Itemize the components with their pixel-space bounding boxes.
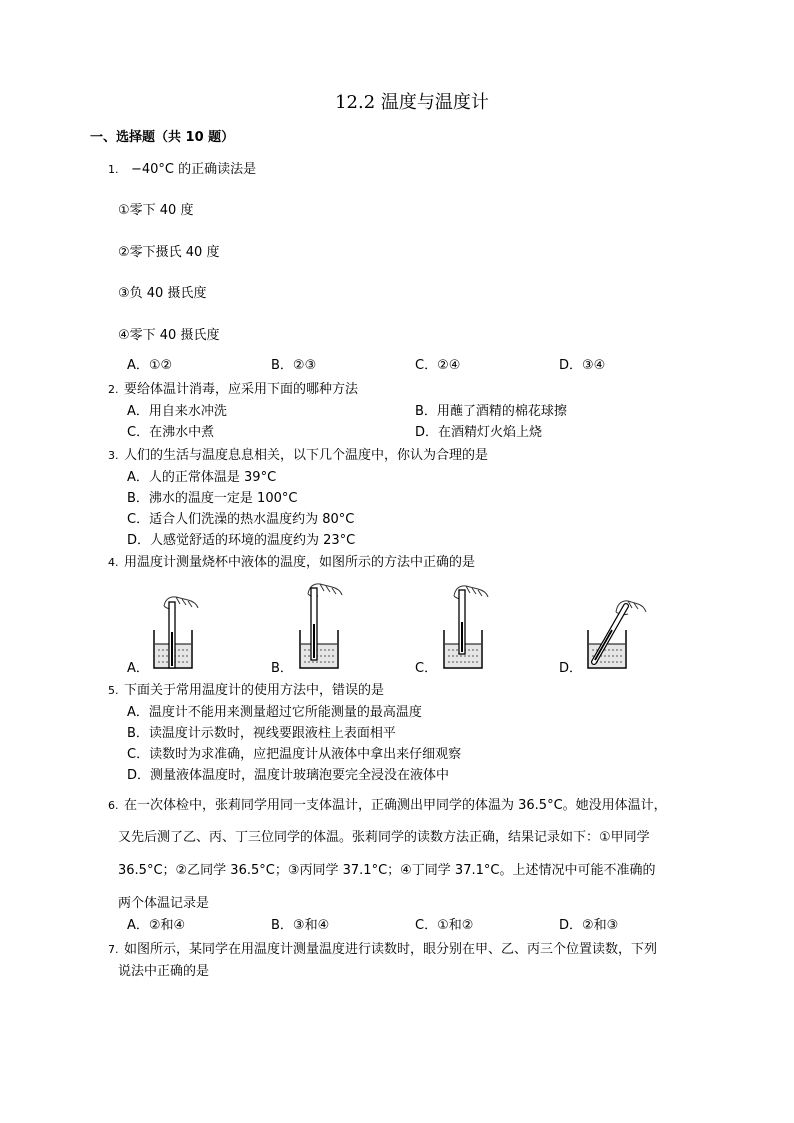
q4-number: 4. <box>108 556 119 569</box>
q4-figure-b <box>292 580 352 672</box>
q1-option-c: C．②④ <box>415 358 461 373</box>
page-title: 12.2 温度与温度计 <box>335 92 489 113</box>
q3-option-c: C．适合人们洗澡的热水温度约为 80°C <box>127 512 355 527</box>
q4-figure-a <box>150 592 210 672</box>
q6-option-b: B．③和④ <box>271 918 330 933</box>
thermometer-icon <box>169 602 175 668</box>
q5-number: 5. <box>108 684 119 697</box>
q5-stem: 下面关于常用温度计的使用方法中，错误的是 <box>124 683 385 698</box>
thermometer-icon <box>311 588 317 660</box>
q1-item: ④零下 40 摄氏度 <box>118 328 220 343</box>
q2-number: 2. <box>108 383 119 396</box>
q1-option-d: D．③④ <box>559 358 606 373</box>
q5-option-b: B．读温度计示数时，视线要跟液柱上表面相平 <box>127 726 396 741</box>
thermometer-icon <box>459 590 465 654</box>
q6-option-d: D．②和③ <box>559 918 619 933</box>
q4-figure-c <box>438 582 498 672</box>
q3-stem: 人们的生活与温度息息相关，以下几个温度中，你认为合理的是 <box>124 448 489 463</box>
q5-option-d: D．测量液体温度时，温度计玻璃泡要完全浸没在液体中 <box>127 768 450 783</box>
q4-option-c: C． <box>415 661 438 676</box>
q4-figure-d <box>582 596 652 674</box>
q6-number: 6. <box>108 799 119 812</box>
q2-option-d: D．在酒精灯火焰上烧 <box>415 425 543 440</box>
q7-line: 如图所示，某同学在用温度计测量温度进行读数时，眼分别在甲、乙、丙三个位置读数，下列 <box>124 942 658 957</box>
q5-option-c: C．读数时为求准确，应把温度计从液体中拿出来仔细观察 <box>127 747 462 762</box>
q2-option-c: C．在沸水中煮 <box>127 425 215 440</box>
q1-item: ②零下摄氏 40 度 <box>118 245 220 260</box>
q5-option-a: A．温度计不能用来测量超过它所能测量的最高温度 <box>127 705 422 720</box>
q1-option-b: B．②③ <box>271 358 317 373</box>
q3-number: 3. <box>108 449 119 462</box>
q3-option-b: B．沸水的温度一定是 100°C <box>127 491 298 506</box>
q1-stem: −40°C 的正确读法是 <box>131 162 257 177</box>
q1-number: 1. <box>108 163 119 176</box>
q2-stem: 要给体温计消毒，应采用下面的哪种方法 <box>124 382 359 397</box>
q6-line: 两个体温记录是 <box>118 896 210 911</box>
q2-option-b: B．用蘸了酒精的棉花球擦 <box>415 404 567 419</box>
q3-option-a: A．人的正常体温是 39°C <box>127 470 277 485</box>
q7-number: 7. <box>108 943 119 956</box>
q6-option-c: C．①和② <box>415 918 474 933</box>
q1-item: ①零下 40 度 <box>118 203 194 218</box>
q1-option-a: A．①② <box>127 358 173 373</box>
q1-item: ③负 40 摄氏度 <box>118 286 207 301</box>
q2-option-a: A．用自来水冲洗 <box>127 404 227 419</box>
q6-line: 36.5°C；②乙同学 36.5°C；③丙同学 37.1°C；④丁同学 37.1°C。上述情况中可能不准确的 <box>118 863 656 878</box>
q6-option-a: A．②和④ <box>127 918 186 933</box>
q4-option-b: B． <box>271 661 293 676</box>
q3-option-d: D．人感觉舒适的环境的温度约为 23°C <box>127 533 356 548</box>
q4-option-d: D． <box>559 661 583 676</box>
section-heading: 一、选择题（共 10 题） <box>90 130 235 145</box>
q4-stem: 用温度计测量烧杯中液体的温度，如图所示的方法中正确的是 <box>124 555 476 570</box>
beaker-icon <box>300 630 338 668</box>
q7-line: 说法中正确的是 <box>118 964 210 979</box>
q4-option-a: A． <box>127 661 149 676</box>
q6-line: 又先后测了乙、丙、丁三位同学的体温。张莉同学的读数方法正确，结果记录如下：①甲同学 <box>118 830 650 845</box>
q6-line: 在一次体检中，张莉同学用同一支体温计，正确测出甲同学的体温为 36.5°C。她没用体温计， <box>124 798 667 813</box>
